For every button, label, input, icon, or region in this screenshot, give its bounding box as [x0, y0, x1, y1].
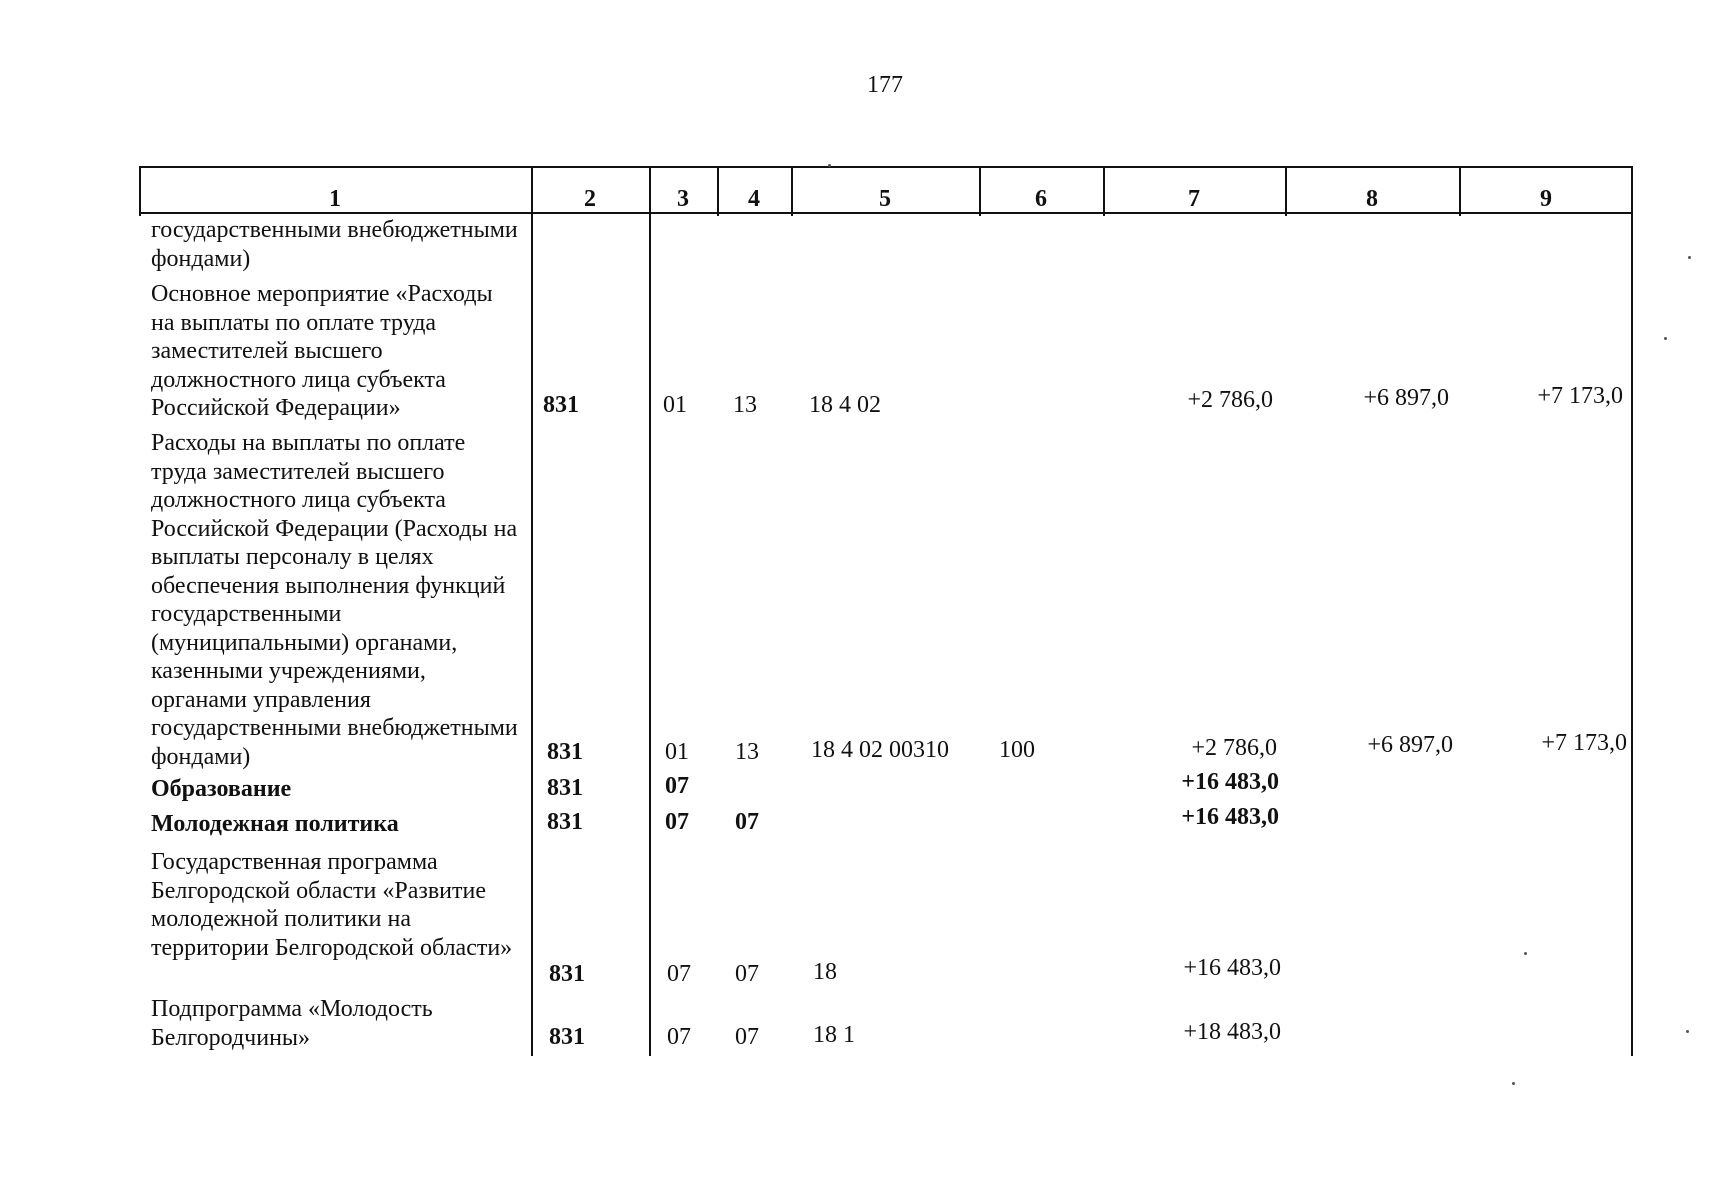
scan-speck — [828, 164, 831, 167]
table-cell-amount-8: +6 897,0 — [1363, 385, 1449, 411]
col-header-9: 9 — [1540, 186, 1552, 212]
table-cell-subsection: 07 — [735, 809, 759, 835]
table-cell-subsection: 07 — [735, 1024, 759, 1050]
table-row-name: Расходы на выплаты по оплате труда заместителей высшего должностного лица субъекта Российской Федерации (Расходы на выплаты персоналу в целях обеспечения выполнения функций государственными (муниципальными) органами, казенными учреждениями, органами управления государственными внебюджетными фондами) — [151, 430, 518, 770]
table-cell-amount-7: +16 483,0 — [1183, 955, 1281, 981]
table-cell-amount-7: +2 786,0 — [1191, 735, 1277, 761]
scan-speck — [1512, 1082, 1515, 1085]
table-row-name: государственными внебюджетными фондами) — [151, 217, 518, 272]
table-row-name: Подпрограмма «Молодость Белгородчины» — [151, 996, 433, 1051]
col-header-2: 2 — [584, 186, 596, 212]
table-row-name: Основное мероприятие «Расходы на выплаты по оплате труда заместителей высшего должностного лица субъекта Российской Федерации» — [151, 281, 493, 421]
table-cell-target: 18 4 02 00310 — [811, 737, 949, 763]
table-cell-amount-7: +16 483,0 — [1181, 769, 1279, 795]
table-row-name: Молодежная политика — [151, 811, 399, 837]
scan-speck — [1688, 256, 1691, 259]
table-cell-target: 18 1 — [813, 1022, 855, 1048]
table-cell-subsection: 07 — [735, 961, 759, 987]
budget-table — [139, 166, 1633, 1056]
col-header-8: 8 — [1366, 186, 1378, 212]
table-cell-section: 07 — [667, 961, 691, 987]
table-cell-code: 831 — [547, 809, 583, 835]
table-cell-section: 07 — [665, 773, 689, 799]
table-cell-code: 831 — [549, 961, 585, 987]
table-cell-code: 831 — [543, 392, 579, 418]
col-header-1: 1 — [329, 186, 341, 212]
scan-speck — [1524, 952, 1527, 955]
table-cell-section: 07 — [667, 1024, 691, 1050]
table-cell-subsection: 13 — [735, 739, 759, 765]
scan-speck — [1686, 1030, 1689, 1033]
table-cell-target: 18 4 02 — [809, 392, 881, 418]
table-cell-code: 831 — [547, 739, 583, 765]
table-cell-section: 07 — [665, 809, 689, 835]
table-cell-section: 01 — [665, 739, 689, 765]
table-cell-amount-7: +2 786,0 — [1187, 387, 1273, 413]
col-header-4: 4 — [748, 186, 760, 212]
col-header-3: 3 — [677, 186, 689, 212]
table-cell-section: 01 — [663, 392, 687, 418]
table-row-name: Государственная программа Белгородской области «Развитие молодежной политики на территории Белгородской области» — [151, 849, 513, 961]
table-cell-amount-7: +16 483,0 — [1181, 804, 1279, 830]
table-cell-expense-type: 100 — [999, 737, 1035, 763]
table-cell-amount-9: +7 173,0 — [1537, 383, 1623, 409]
table-cell-amount-7: +18 483,0 — [1183, 1019, 1281, 1045]
page-number: 177 — [867, 72, 903, 98]
table-cell-target: 18 — [813, 959, 837, 985]
scan-speck — [1664, 337, 1667, 340]
col-header-7: 7 — [1188, 186, 1200, 212]
table-cell-code: 831 — [547, 775, 583, 801]
col-header-5: 5 — [879, 186, 891, 212]
table-cell-code: 831 — [549, 1024, 585, 1050]
col-header-6: 6 — [1035, 186, 1047, 212]
table-cell-amount-8: +6 897,0 — [1367, 732, 1453, 758]
table-cell-amount-9: +7 173,0 — [1541, 730, 1627, 756]
table-row-name: Образование — [151, 776, 292, 802]
table-cell-subsection: 13 — [733, 392, 757, 418]
